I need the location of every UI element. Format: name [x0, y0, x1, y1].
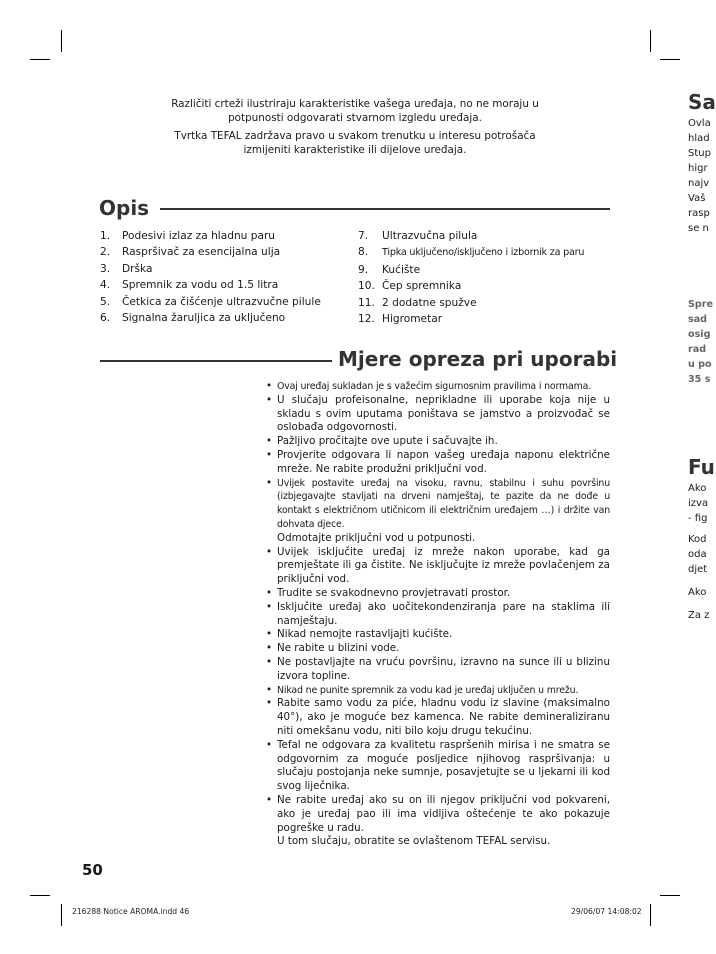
list-item: • Ne postavljajte na vruću površinu, izravno na sunce ili u blizinu izvora topline. — [266, 655, 610, 682]
list-item: 1. Podesivi izlaz za hladnu paru — [100, 230, 276, 242]
text-fragment: Vaš — [688, 193, 706, 204]
list-item: • Uvijek postavite uređaj na visoku, ravnu, stabilnu i suhu površinu (izbjegavajte stavljati na drveni namještaj, te pazite da ne dođe u kontakt s električnom utičnicom ili električnim uređajem …) i držite van dohvata djece. Odmotajte priključni vod u potpunosti. — [266, 476, 610, 544]
page-number: 50 — [82, 861, 103, 879]
list-item: • Isključite uređaj ako uočitekondenziranja pare na staklima ili namještaju. — [266, 600, 610, 627]
crop-mark — [660, 895, 680, 896]
list-item: • Trudite se svakodnevno provjetravati prostor. — [266, 586, 511, 599]
list-item: 11. 2 dodatne spužve — [358, 296, 477, 309]
section-title-mjere: Mjere opreza pri uporabi — [338, 347, 618, 371]
text-fragment: 35 s — [688, 374, 711, 385]
safety-list — [264, 380, 610, 849]
intro-line-2: Tvrtka TEFAL zadržava pravo u svakom trenutku u interesu potrošača izmijeniti karakteristike ili dijelove uređaja. — [174, 130, 536, 156]
list-item: 4. Spremnik za vodu od 1.5 litra — [100, 279, 279, 292]
text-fragment: Za z — [688, 610, 710, 621]
list-item: • Nikad ne punite spremnik za vodu kad je uređaj uključen u mrežu. — [266, 683, 579, 696]
adjacent-title: Sa — [688, 90, 716, 114]
adjacent-page-column — [688, 90, 716, 236]
list-item: • Rabite samo vodu za piće, hladnu vodu iz slavine (maksimalno 40°), ako je moguće bez kamenca. Ne rabite demineraliziranu niti omekšanu vodu, niti bilo koju drugu tekućinu. — [266, 697, 610, 737]
text-fragment: rad — [688, 344, 707, 355]
print-footer-left: 216288 Notice AROMA.indd 46 — [72, 907, 190, 916]
text-fragment: Ovla — [688, 118, 711, 129]
list-item: 2. Raspršivač za esencijalna ulja — [100, 246, 281, 259]
list-item: 7. Ultrazvučna pilula — [358, 230, 478, 242]
adjacent-page-column — [688, 297, 714, 387]
text-fragment: djet — [688, 564, 708, 575]
text-fragment: hlad — [688, 133, 710, 144]
text-fragment: Spre — [688, 299, 714, 310]
parts-list-left — [100, 228, 321, 326]
list-item: 9. Kućište — [358, 263, 421, 276]
list-item: 8. Tipka uključeno/isključeno i izbornik za paru — [358, 246, 585, 259]
list-item: 6. Signalna žaruljica za uključeno — [100, 312, 286, 325]
text-fragment: se n — [688, 223, 709, 234]
list-item: • U slučaju profeisonalne, neprikladne ili uporabe koja nije u skladu s ovim uputama poništava se jamstvo a proizvođač se oslobađa odgovornosti. — [266, 393, 610, 434]
list-item: • Uvijek isključite uređaj iz mreže nakon uporabe, kad ga premještate ili ga čistite. Ne isključujte iz mreže povlačenjem za priključni vod. — [266, 545, 610, 586]
text-fragment: - fig — [688, 513, 708, 524]
section-rule — [160, 208, 610, 210]
list-item: • Ne rabite uređaj ako su on ili njegov priključni vod pokvareni, ako je uređaj pao ili ima vidljiva oštećenje te ako pokazuje pogreške u radu. U tom slučaju, obratite se ovlaštenom TEFAL servisu. — [266, 793, 610, 848]
parts-list-right — [358, 228, 584, 327]
text-fragment: sad — [688, 314, 708, 325]
list-item: • Provjerite odgovara li napon vašeg uređaja naponu električne mreže. Ne rabite produžni priključni vod. — [266, 448, 610, 475]
print-footer-right: 29/06/07 14:08:02 — [571, 907, 642, 916]
list-item: 10. Čep spremnika — [358, 280, 462, 293]
text-fragment: u po — [688, 359, 712, 370]
list-item: • Tefal ne odgovara za kvalitetu raspršenih mirisa i ne smatra se odgovornim za moguće posljedice njihovog raspršivanja: u slučaju postojanja neke sumnje, posavjetujte se u ljekarni ili kod svog liječnika. — [266, 738, 610, 793]
list-item: 3. Drška — [100, 262, 153, 275]
list-item: • Ovaj uređaj sukladan je s važećim sigurnosnim pravilima i normama. — [266, 380, 592, 392]
text-fragment: oda — [688, 549, 707, 560]
intro-notice — [150, 97, 560, 161]
text-fragment: higr — [688, 163, 708, 174]
text-fragment: Ako — [688, 587, 707, 598]
crop-mark — [650, 30, 651, 52]
list-item: • Pažljivo pročitajte ove upute i sačuvajte ih. — [266, 435, 498, 448]
crop-mark — [660, 59, 680, 60]
list-item: • Nikad nemojte rastavljajti kućište. — [266, 628, 453, 641]
text-fragment: najv — [688, 178, 710, 189]
text-fragment: osig — [688, 329, 711, 340]
crop-mark — [61, 30, 62, 52]
list-item: 5. Četkica za čišćenje ultrazvučne pilule — [100, 295, 321, 308]
crop-mark — [61, 904, 62, 926]
crop-mark — [650, 904, 651, 926]
text-fragment: rasp — [688, 208, 710, 219]
list-item: 12. Higrometar — [358, 313, 443, 326]
list-item: • Ne rabite u blizini vode. — [266, 642, 400, 655]
text-fragment: Ako — [688, 483, 707, 494]
text-fragment: izva — [688, 498, 709, 509]
adjacent-page-column — [688, 455, 715, 623]
text-fragment: Stup — [688, 148, 711, 159]
crop-mark — [30, 895, 50, 896]
section-title-opis: Opis — [99, 196, 150, 220]
text-fragment: Kod — [688, 534, 707, 545]
intro-line-1: Različiti crteži ilustriraju karakteristike vašega uređaja, no ne moraju u potpunosti odgovarati stvarnom izgledu uređaja. — [171, 98, 539, 124]
adjacent-title: Fu — [688, 455, 715, 479]
section-rule — [100, 360, 332, 362]
crop-mark — [30, 59, 50, 60]
